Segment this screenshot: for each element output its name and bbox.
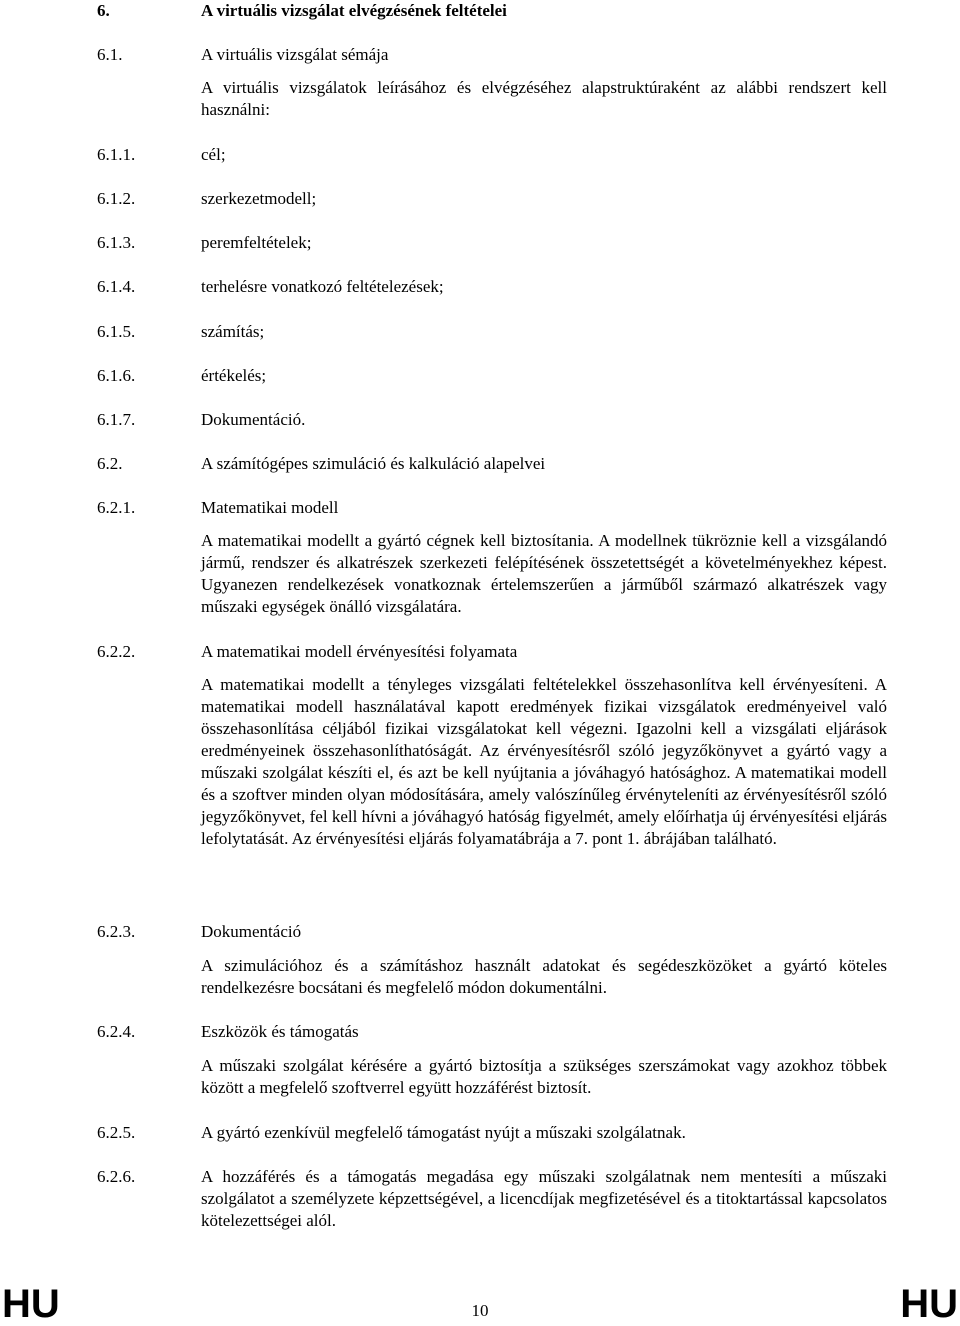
- section-title: Matematikai modell: [201, 498, 339, 517]
- section-number: 6.1.6.: [97, 366, 136, 385]
- footer-language-mark-left: HU: [2, 1282, 60, 1326]
- section-title: A virtuális vizsgálat elvégzésének feltételei: [201, 1, 507, 20]
- section-number: 6.2.6.: [97, 1167, 136, 1186]
- section-title: A virtuális vizsgálat sémája: [201, 45, 389, 64]
- section-number: 6.1.4.: [97, 277, 136, 296]
- footer-language-mark-right: HU: [900, 1282, 958, 1326]
- section-title: A gyártó ezenkívül megfelelő támogatást nyújt a műszaki szolgálatnak.: [201, 1123, 686, 1142]
- section-number: 6.2.: [97, 454, 123, 473]
- section-title: A matematikai modell érvényesítési folyamata: [201, 642, 518, 661]
- section-title: Dokumentáció.: [201, 410, 306, 429]
- section-title: peremfeltételek;: [201, 233, 312, 252]
- section-title: Eszközök és támogatás: [201, 1022, 359, 1041]
- section-number: 6.: [97, 1, 110, 20]
- page-number: 10: [471, 1301, 489, 1320]
- section-number: 6.1.: [97, 45, 123, 64]
- paragraph-6-2-4: A műszaki szolgálat kérésére a gyártó biztosítja a szükséges szerszámokat vagy azokhoz többek között a megfelelő szoftverrel együtt hozzáférést biztosít.: [201, 1056, 887, 1097]
- section-number: 6.1.1.: [97, 145, 136, 164]
- section-title: A számítógépes szimuláció és kalkuláció alapelvei: [201, 454, 546, 473]
- section-number: 6.1.2.: [97, 189, 136, 208]
- section-title: számítás;: [201, 322, 265, 341]
- paragraph-6-1: A virtuális vizsgálatok leírásához és elvégzéséhez alapstruktúraként az alábbi rendszert kell használni:: [201, 78, 887, 119]
- paragraph-6-2-3: A szimulációhoz és a számításhoz használt adatokat és segédeszközöket a gyártó köteles rendelkezésre bocsátani és megfelelő módon dokumentálni.: [201, 956, 887, 997]
- section-number: 6.1.5.: [97, 322, 136, 341]
- section-number: 6.1.3.: [97, 233, 136, 252]
- section-title: értékelés;: [201, 366, 267, 385]
- section-number: 6.2.5.: [97, 1123, 136, 1142]
- section-title: cél;: [201, 145, 226, 164]
- section-number: 6.1.7.: [97, 410, 136, 429]
- paragraph-6-2-1: A matematikai modellt a gyártó cégnek kell biztosítania. A modellnek tükröznie kell a vizsgálandó jármű, rendszer és alkatrészek szerkezeti felépítésének összetettségét a követelményekhez képest. Ugyanezen rendelkezések vonatkoznak értelemszerűen a járműből származó alkatrészek vagy műszaki egységek önálló vizsgálatára.: [201, 531, 887, 616]
- section-title: szerkezetmodell;: [201, 189, 317, 208]
- paragraph-6-2-2: A matematikai modellt a tényleges vizsgálati feltételekkel összehasonlítva kell érvényesíteni. A matematikai modell használatával kapott eredmények fizikai vizsgálatok eredményeivel való összehasonlítása céljából fizikai vizsgálatokat kell végezni. Igazolni kell a vizsgálati eljárások eredményeinek összehasonlíthatóságát. Az érvényesítésről szóló jegyzőkönyvet a gyártó vagy a műszaki szolgálat készíti el, és azt be kell nyújtania a jóváhagyó hatósághoz. A matematikai modell és a szoftver minden olyan módosítására, amely valószínűleg érvényteleníti az érvényesítésről szóló jegyzőkönyvet, fel kell hívni a jóváhagyó hatóság figyelmét, amely előírhatja új érvényesítési eljárás lefolytatását. Az érvényesítési eljárás folyamatábrája a 7. pont 1. ábrájában található.: [201, 675, 887, 848]
- section-number: 6.2.3.: [97, 922, 136, 941]
- section-number: 6.2.4.: [97, 1022, 136, 1041]
- section-title: Dokumentáció: [201, 922, 302, 941]
- section-number: 6.2.1.: [97, 498, 136, 517]
- paragraph-6-2-6: A hozzáférés és a támogatás megadása egy műszaki szolgálatnak nem mentesíti a műszaki szolgálatot a személyzete képzettségével, a licencdíjak megfizetésével és a titoktartással kapcsolatos kötelezettségei alól.: [201, 1167, 887, 1230]
- section-title: terhelésre vonatkozó feltételezések;: [201, 277, 444, 296]
- section-number: 6.2.2.: [97, 642, 136, 661]
